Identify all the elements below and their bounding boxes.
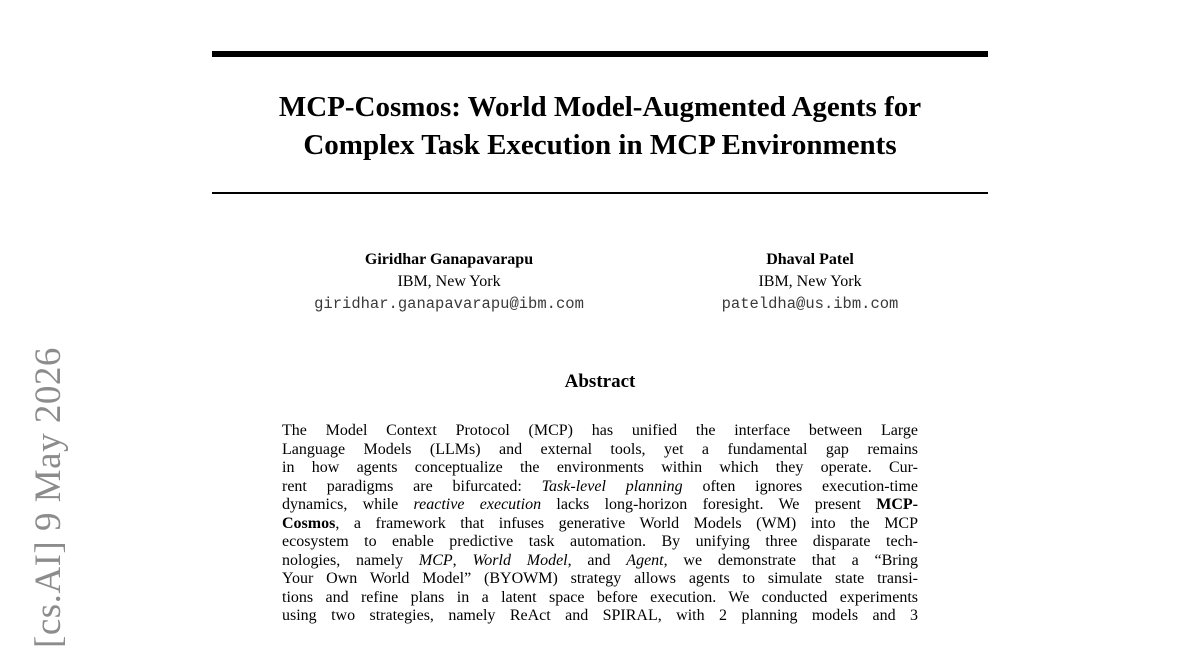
abstract-text: Your Own World Model” (BYOWM) strategy allows agents to simulate state transi- — [282, 570, 918, 587]
abstract-text: nologies, namely — [282, 551, 419, 569]
abstract-line — [282, 496, 918, 515]
abstract-text: , we demonstrate that a “Bring — [663, 551, 919, 569]
paper-title-line-1: MCP-Cosmos: World Model-Augmented Agents for — [278, 91, 922, 123]
abstract-text: , a framework that infuses generative World Models (WM) into the MCP — [335, 514, 918, 532]
abstract-line — [282, 459, 918, 478]
abstract-line — [282, 589, 918, 608]
abstract-text: Language Models (LLMs) and external tools, yet a fundamental gap remains — [282, 440, 918, 458]
author-email: pateldha@us.ibm.com — [721, 295, 899, 313]
abstract-heading: Abstract — [564, 371, 636, 392]
abstract-line — [282, 515, 918, 534]
title-bottom-rule — [212, 192, 988, 194]
author-block — [270, 249, 628, 315]
abstract-text: often ignores execution-time — [682, 477, 919, 495]
abstract-emphasis: reactive execution — [413, 496, 542, 513]
paper-title — [212, 88, 988, 164]
abstract-line — [282, 607, 918, 626]
author-email: giridhar.ganapavarapu@ibm.com — [314, 295, 584, 313]
abstract-text: dynamics, while — [282, 496, 414, 513]
abstract-text: lacks long-horizon foresight. We present — [541, 496, 877, 513]
abstract-line — [282, 552, 918, 571]
abstract-text: in how agents conceptualize the environments within which they operate. Cur- — [282, 459, 918, 476]
title-top-rule — [212, 51, 988, 57]
author-name: Giridhar Ganapavarapu — [364, 251, 534, 268]
abstract-emphasis: Task-level planning — [541, 477, 683, 495]
abstract-text: using two strategies, namely ReAct and SPIRAL, with 2 planning models and 3 — [282, 607, 918, 624]
abstract-emphasis: World Model — [472, 551, 568, 569]
author-block — [690, 249, 930, 315]
abstract-strong: Cosmos — [282, 514, 336, 532]
author-affiliation: IBM, New York — [397, 273, 501, 290]
abstract-strong: MCP- — [876, 496, 919, 513]
author-affiliation: IBM, New York — [758, 273, 862, 290]
abstract-text: rent paradigms are bifurcated: — [282, 477, 542, 495]
abstract-emphasis: MCP — [418, 551, 453, 569]
abstract-text: ecosystem to enable predictive task automation. By unifying three disparate tech- — [282, 533, 918, 550]
abstract-line — [282, 422, 918, 441]
abstract-body — [282, 422, 918, 626]
abstract-line — [282, 478, 918, 497]
arxiv-side-stamp: [cs.AI] 9 May 2026 — [28, 347, 69, 648]
abstract-line — [282, 533, 918, 552]
abstract-text: The Model Context Protocol (MCP) has unified the interface between Large — [282, 422, 918, 439]
abstract-text: , and — [567, 551, 627, 569]
abstract-text: tions and refine plans in a latent space before execution. We conducted experiments — [282, 588, 918, 606]
abstract-line — [282, 441, 918, 460]
abstract-emphasis: Agent — [626, 551, 664, 569]
abstract-line — [282, 570, 918, 589]
abstract-text: , — [452, 551, 473, 569]
paper-title-line-2: Complex Task Execution in MCP Environments — [303, 129, 897, 161]
author-name: Dhaval Patel — [766, 251, 854, 268]
